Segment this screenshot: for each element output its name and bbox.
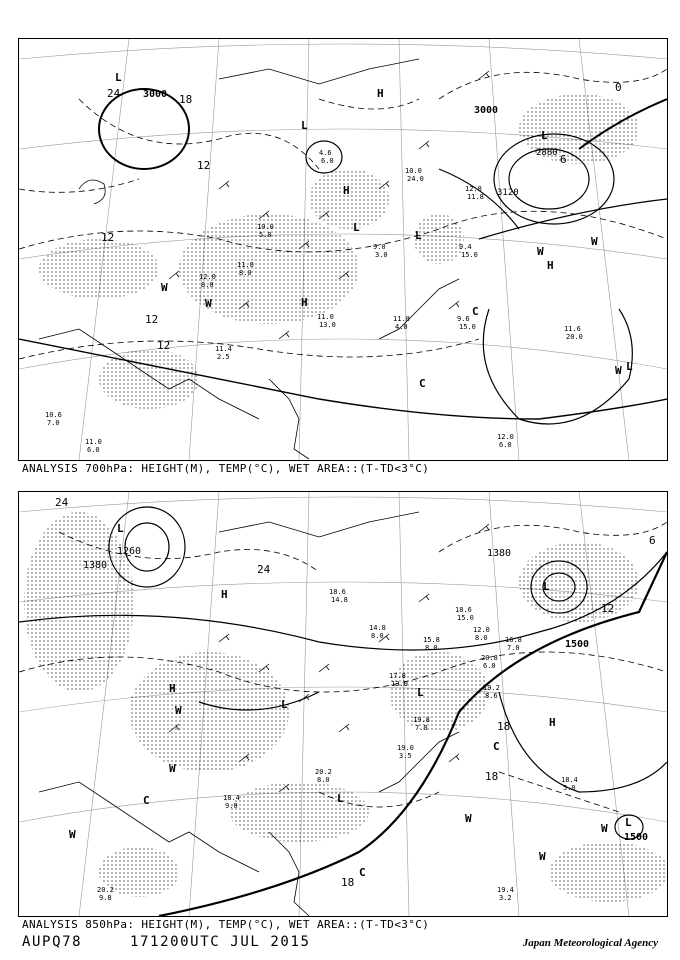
low-center-marker: L <box>626 360 633 373</box>
cold-center-marker: C <box>419 377 426 390</box>
svg-text:8.0: 8.0 <box>201 281 214 289</box>
warm-center-marker: W <box>615 364 622 377</box>
svg-text:13.0: 13.0 <box>391 680 408 688</box>
svg-text:6.0: 6.0 <box>87 446 100 454</box>
svg-text:5.0: 5.0 <box>259 231 272 239</box>
valid-time: 171200UTC JUL 2015 <box>130 934 311 950</box>
svg-text:9.8: 9.8 <box>99 894 112 902</box>
low-center-marker: L <box>301 119 308 132</box>
station-plot <box>85 438 102 454</box>
cold-center-marker: C <box>493 740 500 753</box>
low-center-marker: L <box>417 686 424 699</box>
high-center-marker: H <box>221 588 228 601</box>
isotherm-label: 18 <box>497 720 511 733</box>
svg-text:17.8: 17.8 <box>389 672 406 680</box>
station-plot <box>45 411 62 427</box>
isotherm-label: 24 <box>55 496 69 509</box>
svg-text:9.6: 9.6 <box>457 315 470 323</box>
svg-text:4.6: 4.6 <box>319 149 332 157</box>
warm-center-marker: W <box>175 704 182 717</box>
svg-text:12.0: 12.0 <box>473 626 490 634</box>
high-center-marker: H <box>301 296 308 309</box>
svg-text:14.8: 14.8 <box>369 624 386 632</box>
svg-text:13.0: 13.0 <box>319 321 336 329</box>
station-plot <box>459 243 478 259</box>
agency-name: Japan Meteorological Agency <box>522 937 658 949</box>
svg-text:8.6: 8.6 <box>485 692 498 700</box>
svg-text:14.8: 14.8 <box>331 596 348 604</box>
low-center-marker: L <box>543 580 550 593</box>
low-center-marker: L <box>625 816 632 829</box>
panel-850hpa-caption: ANALYSIS 850hPa: HEIGHT(M), TEMP(°C), WET AREA::(T-TD<3°C) <box>22 918 430 931</box>
svg-text:18.6: 18.6 <box>329 588 346 596</box>
svg-text:10.0: 10.0 <box>257 223 274 231</box>
contour-label: 3120 <box>497 188 519 198</box>
warm-center-marker: W <box>591 235 598 248</box>
contour-label: 1380 <box>487 548 512 559</box>
svg-text:10.0: 10.0 <box>405 167 422 175</box>
svg-text:12.8: 12.8 <box>465 185 482 193</box>
high-center-marker: H <box>377 87 384 100</box>
svg-text:15.0: 15.0 <box>461 251 478 259</box>
svg-text:16.8: 16.8 <box>505 636 522 644</box>
cold-center-marker: C <box>472 305 479 318</box>
isotherm-label: 12 <box>197 159 211 172</box>
station-plot <box>373 243 388 259</box>
station-plot <box>465 185 484 201</box>
svg-text:11.8: 11.8 <box>467 193 484 201</box>
svg-text:19.8: 19.8 <box>413 716 430 724</box>
station-plot <box>237 261 254 277</box>
svg-text:6.0: 6.0 <box>499 441 512 449</box>
svg-text:10.6: 10.6 <box>45 411 62 419</box>
station-plot <box>413 716 430 732</box>
svg-text:11.0: 11.0 <box>85 438 102 446</box>
svg-text:24.0: 24.0 <box>407 175 424 183</box>
cold-center-marker: C <box>143 794 150 807</box>
svg-text:20.8: 20.8 <box>481 654 498 662</box>
svg-text:18.4: 18.4 <box>223 794 240 802</box>
high-center-marker: H <box>547 259 554 272</box>
svg-text:9.0: 9.0 <box>225 802 238 810</box>
svg-text:8.0: 8.0 <box>425 644 438 652</box>
svg-text:11.0: 11.0 <box>237 261 254 269</box>
panel-700hpa-caption: ANALYSIS 700hPa: HEIGHT(M), TEMP(°C), WET AREA::(T-TD<3°C) <box>22 462 430 475</box>
svg-text:2.5: 2.5 <box>217 353 230 361</box>
station-plot <box>455 606 474 622</box>
low-center-marker: L <box>415 229 422 242</box>
warm-center-marker: W <box>161 281 168 294</box>
station-plot <box>329 588 348 604</box>
low-center-marker: L <box>117 522 124 535</box>
station-plot <box>97 886 114 902</box>
station-plot <box>405 167 424 183</box>
contour-label: 1380 <box>83 560 108 571</box>
station-plot <box>389 672 408 688</box>
isotherm-label: 24 <box>257 563 271 576</box>
svg-text:18.6: 18.6 <box>455 606 472 614</box>
station-plot <box>199 273 216 289</box>
station-plot <box>223 794 240 810</box>
wet-area-shading <box>24 512 667 902</box>
cold-center-marker: C <box>359 866 366 879</box>
station-plot <box>483 684 500 700</box>
isotherm-label: 6 <box>649 534 656 547</box>
svg-text:20.0: 20.0 <box>566 333 583 341</box>
isotherm-label: 18 <box>179 93 193 106</box>
svg-text:18.4: 18.4 <box>561 776 578 784</box>
isotherm-label: 18 <box>485 770 499 783</box>
map-850hpa-canvas <box>19 492 667 916</box>
low-center-marker: L <box>115 71 122 84</box>
svg-text:9.4: 9.4 <box>459 243 472 251</box>
svg-text:8.0: 8.0 <box>317 776 330 784</box>
high-center-marker: H <box>343 184 350 197</box>
isotherm-label: 12 <box>601 602 615 615</box>
svg-text:3.0: 3.0 <box>375 251 388 259</box>
station-plot <box>561 776 578 792</box>
warm-center-marker: W <box>465 812 472 825</box>
warm-center-marker: W <box>539 850 546 863</box>
chart-identifier: AUPQ78 <box>22 934 83 950</box>
station-plot <box>315 768 332 784</box>
svg-text:15.8: 15.8 <box>423 636 440 644</box>
svg-text:11.4: 11.4 <box>215 345 232 353</box>
wet-area-shading <box>39 94 639 409</box>
map-panel-850hpa <box>18 491 668 917</box>
svg-text:8.0: 8.0 <box>239 269 252 277</box>
svg-text:3.2: 3.2 <box>499 894 512 902</box>
svg-text:11.0: 11.0 <box>317 313 334 321</box>
station-plot <box>497 433 514 449</box>
station-plot <box>257 223 274 239</box>
svg-text:20.2: 20.2 <box>315 768 332 776</box>
station-plot <box>319 149 334 165</box>
isotherm-label: 18 <box>341 876 355 889</box>
svg-text:19.4: 19.4 <box>497 886 514 894</box>
low-center-marker: L <box>281 698 288 711</box>
contour-label: 2880 <box>536 148 558 158</box>
isotherm-label: 12 <box>157 339 171 352</box>
station-plot <box>473 626 490 642</box>
svg-text:4.0: 4.0 <box>395 323 408 331</box>
low-center-marker: L <box>541 129 548 142</box>
warm-center-marker: W <box>69 828 76 841</box>
svg-text:7.0: 7.0 <box>507 644 520 652</box>
isotherm-label: 24 <box>107 87 121 100</box>
station-plot <box>393 315 410 331</box>
high-center-marker: H <box>169 682 176 695</box>
map-panel-700hpa <box>18 38 668 461</box>
svg-text:7.0: 7.0 <box>47 419 60 427</box>
station-plot <box>497 886 514 902</box>
contour-label: 1260 <box>117 546 142 557</box>
svg-text:9.0: 9.0 <box>373 243 386 251</box>
svg-text:19.2: 19.2 <box>483 684 500 692</box>
warm-center-marker: W <box>601 822 608 835</box>
svg-text:12.0: 12.0 <box>497 433 514 441</box>
svg-text:15.0: 15.0 <box>457 614 474 622</box>
svg-text:19.0: 19.0 <box>397 744 414 752</box>
station-plot <box>369 624 386 640</box>
svg-text:15.0: 15.0 <box>459 323 476 331</box>
warm-center-marker: W <box>537 245 544 258</box>
station-plot <box>505 636 522 652</box>
svg-text:12.0: 12.0 <box>199 273 216 281</box>
svg-text:3.5: 3.5 <box>399 752 412 760</box>
contour-label: 1500 <box>624 832 649 843</box>
svg-text:20.2: 20.2 <box>97 886 114 894</box>
svg-text:8.0: 8.0 <box>475 634 488 642</box>
station-plot <box>423 636 440 652</box>
svg-text:6.0: 6.0 <box>483 662 496 670</box>
station-plot <box>317 313 336 329</box>
station-plot <box>564 325 583 341</box>
map-700hpa-canvas <box>19 39 667 460</box>
warm-center-marker: W <box>205 297 212 310</box>
low-center-marker: L <box>353 221 360 234</box>
contour-label: 1500 <box>565 639 590 650</box>
svg-text:11.8: 11.8 <box>393 315 410 323</box>
low-center-marker: L <box>337 792 344 805</box>
svg-text:5.0: 5.0 <box>563 784 576 792</box>
contour-label: 3000 <box>143 89 168 100</box>
isotherm-label: 12 <box>145 313 159 326</box>
svg-text:11.6: 11.6 <box>564 325 581 333</box>
isotherm-label: 0 <box>615 81 622 94</box>
high-center-marker: H <box>549 716 556 729</box>
isotherm-label: 6 <box>560 153 567 166</box>
svg-text:7.0: 7.0 <box>415 724 428 732</box>
svg-text:6.0: 6.0 <box>321 157 334 165</box>
station-plot <box>215 345 232 361</box>
isotherm-label: 12 <box>101 231 115 244</box>
warm-center-marker: W <box>169 762 176 775</box>
contour-label: 3000 <box>474 105 499 116</box>
station-plot <box>481 654 498 670</box>
svg-text:8.0: 8.0 <box>371 632 384 640</box>
station-plot <box>397 744 414 760</box>
